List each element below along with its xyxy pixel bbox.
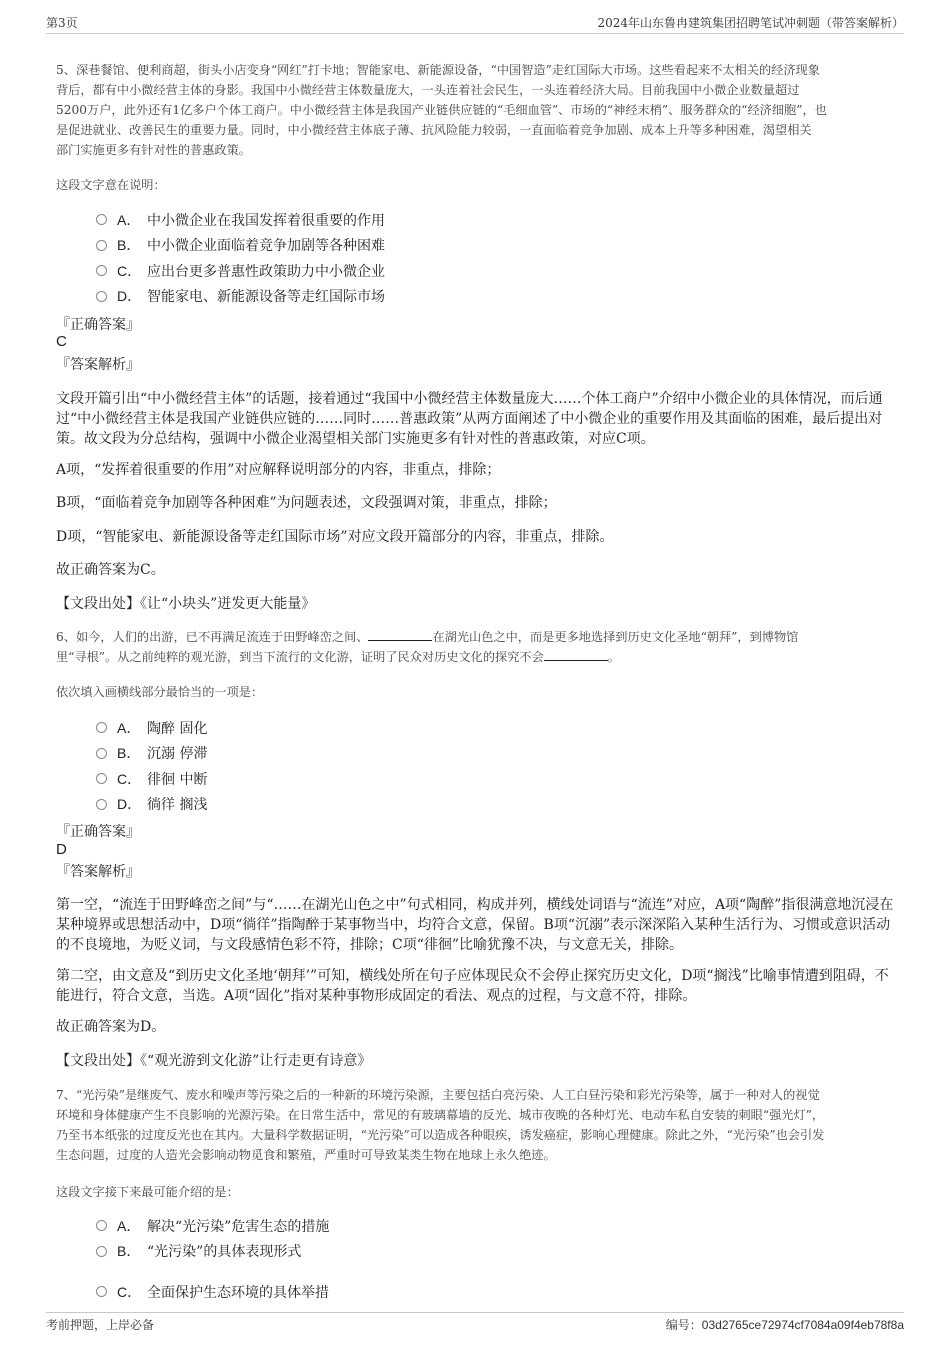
analysis-paragraph: 第一空，“流连于田野峰峦之间”与“……在湖光山色之中”句式相同，构成并列，横线处词语与“流连”对应，A项“陶醉”指很满意地沉浸在某种境界或思想活动中，D项“徜徉”指陶醉于某事物当中，均符合文意，保留。B项“沉溺”表示深深陷入某种生活行为、习惯或意识活动的不良境地，为贬义词，与文段感情色彩不符，排除；C项“徘徊”比喻犹豫不决，与文意无关，排除。 <box>56 897 894 953</box>
fill-blank <box>368 629 432 641</box>
question-7-options <box>96 1213 329 1305</box>
radio-icon[interactable] <box>96 1286 107 1297</box>
option-a[interactable]: A． 中小微企业在我国发挥着很重要的作用 <box>96 207 385 233</box>
analysis-paragraph: B项，“面临着竞争加剧等各种困难”为问题表述，文段强调对策，非重点，排除； <box>56 495 557 511</box>
stem-line: 乃至书本纸张的过度反光也在其内。大量科学数据证明，“光污染”可以造成各种眼疾，诱发癌症，影响心理健康。除此之外，“光污染”也会引发 <box>56 1128 825 1142</box>
radio-icon[interactable] <box>96 214 107 225</box>
source-citation: 【文段出处】《“观光游到文化游”让行走更有诗意》 <box>56 1053 372 1069</box>
option-d[interactable]: D． 徜徉 搁浅 <box>96 792 207 818</box>
question-5-options <box>96 207 385 309</box>
radio-icon[interactable] <box>96 240 107 251</box>
answer-label: 『正确答案』 <box>56 824 140 840</box>
question-7-prompt: 这段文字接下来最可能介绍的是： <box>56 1185 239 1199</box>
analysis-paragraph: D项，“智能家电、新能源设备等走红国际市场”对应文段开篇部分的内容，非重点，排除。 <box>56 529 614 545</box>
source-citation: 【文段出处】《让“小块头”迸发更大能量》 <box>56 596 316 612</box>
option-c[interactable]: C． 徘徊 中断 <box>96 766 207 792</box>
question-6-stem <box>56 627 896 667</box>
answer-label: 『正确答案』 <box>56 317 140 333</box>
stem-line: 背后，都有中小微经营主体的身影。我国中小微经营主体数量庞大，一头连着社会民生，一头连着经济大局。目前我国中小微企业数量超过 <box>56 83 800 97</box>
stem-line: 里“寻根”。从之前纯粹的观光游，到当下流行的文化游，证明了民众对历史文化的探究不会 。 <box>56 650 620 664</box>
option-b[interactable]: B． 中小微企业面临着竞争加剧等各种困难 <box>96 233 385 259</box>
correct-answer: C <box>56 333 67 350</box>
question-6-prompt: 依次填入画横线部分最恰当的一项是： <box>56 685 264 699</box>
option-a[interactable]: A． 解决“光污染”危害生态的措施 <box>96 1213 329 1239</box>
page-number: 第3页 <box>46 16 78 30</box>
question-7-stem <box>56 1085 896 1165</box>
radio-icon[interactable] <box>96 1220 107 1231</box>
document-title: 2024年山东鲁冉建筑集团招聘笔试冲刺题（带答案解析） <box>597 16 904 30</box>
radio-icon[interactable] <box>96 773 107 784</box>
stem-line: 环境和身体健康产生不良影响的光源污染。在日常生活中，常见的有玻璃幕墙的反光、城市夜晚的各种灯光、电动车私自安装的刺眼“强光灯”， <box>56 1108 825 1122</box>
stem-line: 部门实施更多有针对性的普惠政策。 <box>56 143 251 157</box>
option-b[interactable]: B． 沉溺 停滞 <box>96 741 207 767</box>
analysis-paragraph: 故正确答案为C。 <box>56 562 165 578</box>
question-6-options <box>96 715 207 817</box>
fill-blank <box>544 649 608 661</box>
option-c[interactable]: C． 全面保护生态环境的具体举措 <box>96 1279 329 1305</box>
document-code: 编号：03d2765ce72974cf7084a09f4eb78f8a <box>665 1318 904 1332</box>
stem-line: 生态问题，过度的人造光会影响动物觅食和繁殖，严重时可导致某类生物在地球上永久绝迹。 <box>56 1148 556 1162</box>
analysis-paragraph: 文段开篇引出“中小微经营主体”的话题，接着通过“我国中小微经营主体数量庞大……个体工商户”介绍中小微企业的具体情况，而后通过“中小微经营主体是我国产业链供应链的……同时……普惠政策”从两方面阐述了中小微企业的重要作用及其面临的困难，最后提出对策。故文段为分总结构，强调中小微企业渴望相关部门实施更多有针对性的普惠政策，对应C项。 <box>56 391 883 447</box>
stem-line: 6、如今，人们的出游，已不再满足流连于田野峰峦之间、 在湖光山色之中，而是更多地选择到历史文化圣地“朝拜”，到博物馆 <box>56 630 799 644</box>
analysis-label: 『答案解析』 <box>56 864 140 880</box>
page-footer <box>46 1312 904 1332</box>
stem-line: 5、深巷餐馆、便利商超，街头小店变身“网红”打卡地；智能家电、新能源设备，“中国智造”走红国际大市场。这些看起来不太相关的经济现象 <box>56 63 820 77</box>
footer-slogan: 考前押题，上岸必备 <box>46 1318 155 1332</box>
radio-icon[interactable] <box>96 265 107 276</box>
option-c[interactable]: C． 应出台更多普惠性政策助力中小微企业 <box>96 258 385 284</box>
question-5-prompt: 这段文字意在说明： <box>56 178 166 192</box>
radio-icon[interactable] <box>96 291 107 302</box>
correct-answer: D <box>56 841 67 858</box>
question-5-stem <box>56 60 896 160</box>
analysis-paragraph: 故正确答案为D。 <box>56 1019 166 1035</box>
stem-line: 5200万户，此外还有1亿多户个体工商户。中小微经营主体是我国产业链供应链的“毛细血管”、市场的“神经末梢”、服务群众的“经济细胞”，也 <box>56 103 827 117</box>
radio-icon[interactable] <box>96 1246 107 1257</box>
option-b[interactable]: B． “光污染”的具体表现形式 <box>96 1239 329 1265</box>
analysis-paragraph: 第二空，由文意及“到历史文化圣地‘朝拜’”可知，横线处所在句子应体现民众不会停止探究历史文化，D项“搁浅”比喻事情遭到阻碍，不能进行，符合文意，当选。A项“固化”指对某种事物形成固定的看法、观点的过程，与文意不符，排除。 <box>56 968 889 1004</box>
radio-icon[interactable] <box>96 748 107 759</box>
stem-line: 7、“光污染”是继废气、废水和噪声等污染之后的一种新的环境污染源，主要包括白亮污染、人工白昼污染和彩光污染等，属于一种对人的视觉 <box>56 1088 820 1102</box>
option-d[interactable]: D． 智能家电、新能源设备等走红国际市场 <box>96 284 385 310</box>
analysis-label: 『答案解析』 <box>56 357 140 373</box>
page-header <box>46 14 904 34</box>
analysis-paragraph: A项，“发挥着很重要的作用”对应解释说明部分的内容，非重点，排除； <box>56 462 501 478</box>
option-a[interactable]: A． 陶醉 固化 <box>96 715 207 741</box>
radio-icon[interactable] <box>96 799 107 810</box>
stem-line: 是促进就业、改善民生的重要力量。同时，中小微经营主体底子薄、抗风险能力较弱，一直面临着竞争加剧、成本上升等多种困难，渴望相关 <box>56 123 812 137</box>
radio-icon[interactable] <box>96 722 107 733</box>
